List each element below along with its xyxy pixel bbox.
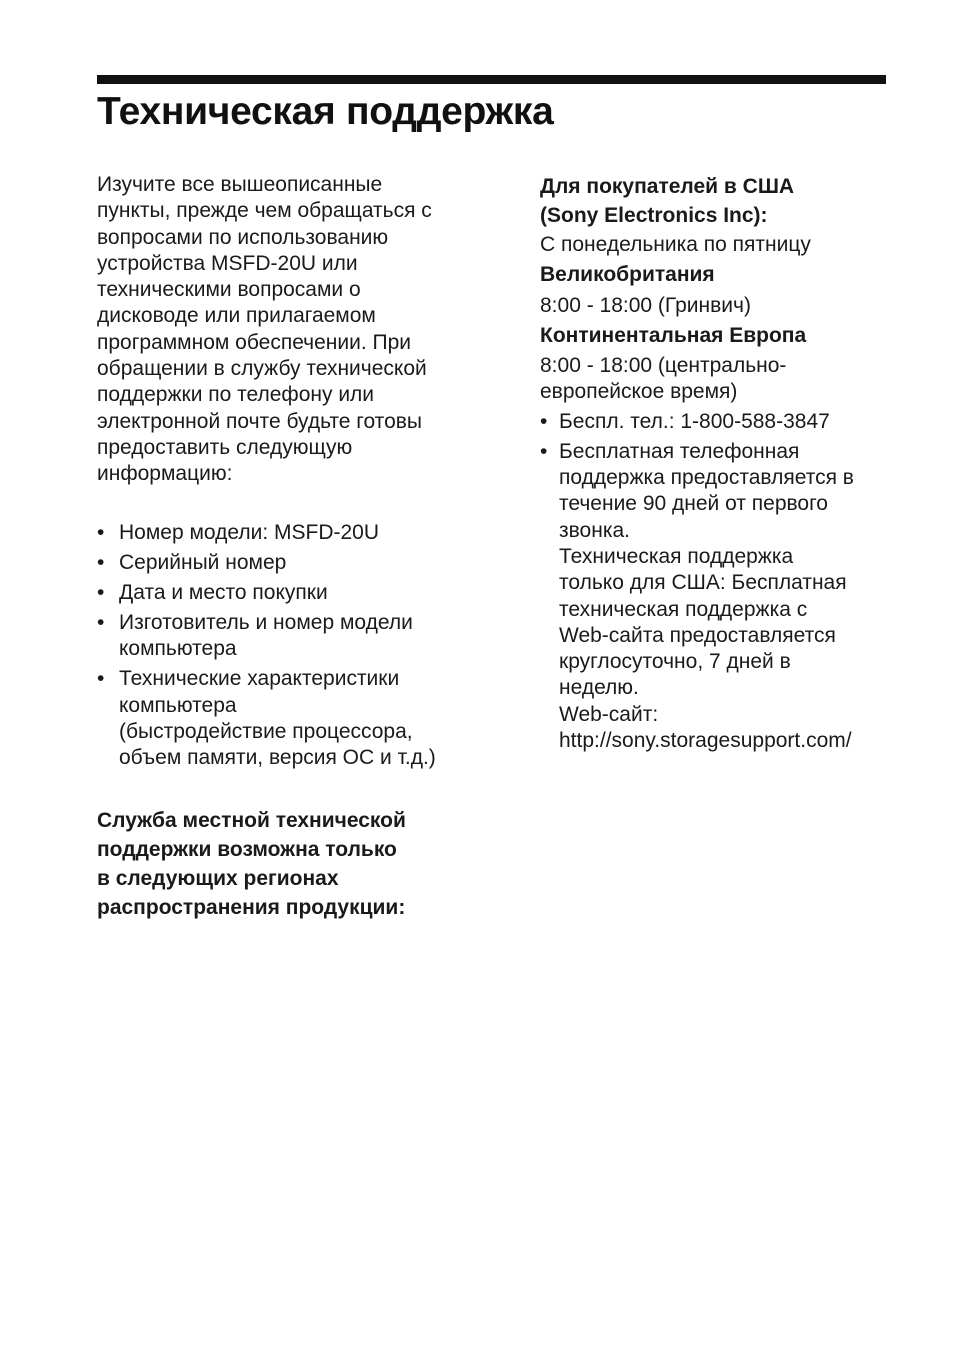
- regions-heading: Служба местной технической поддержки возможна только в следующих регионах распространения продукции:: [97, 809, 406, 919]
- list-item: • Дата и место покупки: [97, 580, 497, 606]
- usa-hours: С понедельника по пятницу: [540, 233, 811, 256]
- europe-hours: 8:00 - 18:00 (центрально- европейское время): [540, 354, 787, 404]
- usa-support-list: [540, 409, 890, 755]
- list-item: • Технические характеристики компьютера (быстродействие процессора, объем памяти, версия ОС и т.д.): [97, 666, 497, 771]
- right-column: [540, 172, 890, 758]
- list-item: • Беспл. тел.: 1-800-588-3847: [540, 409, 890, 435]
- list-item: • Бесплатная телефонная поддержка предоставляется в течение 90 дней от первого звонка. Техническая поддержка только для США: Бесплатная техническая поддержка с Web-сайта предоставляется круглосуточно, 7 дней в неделю. Web-сайт: http://sony.storagesupport.com/: [540, 439, 890, 755]
- uk-hours: 8:00 - 18:00 (Гринвич): [540, 293, 751, 317]
- list-item: • Серийный номер: [97, 550, 497, 576]
- list-item: • Изготовитель и номер модели компьютера: [97, 610, 497, 663]
- left-column: [97, 172, 497, 919]
- uk-heading: Великобритания: [540, 263, 715, 287]
- page-title: Техническая поддержка: [97, 90, 554, 133]
- list-item: • Номер модели: MSFD-20U: [97, 520, 497, 546]
- required-info-list: [97, 520, 497, 775]
- title-rule: [97, 75, 886, 84]
- usa-heading: Для покупателей в США (Sony Electronics Inc):: [540, 175, 795, 227]
- intro-paragraph: Изучите все вышеописанные пункты, прежде чем обращаться с вопросами по использованию устройства MSFD-20U или техническими вопросами о дисководе или прилагаемом программном обеспечении. При обращении в службу технической поддержки по телефону или электронной почте будьте готовы предоставить следующую информацию:: [97, 173, 432, 486]
- europe-heading: Континентальная Европа: [540, 323, 807, 347]
